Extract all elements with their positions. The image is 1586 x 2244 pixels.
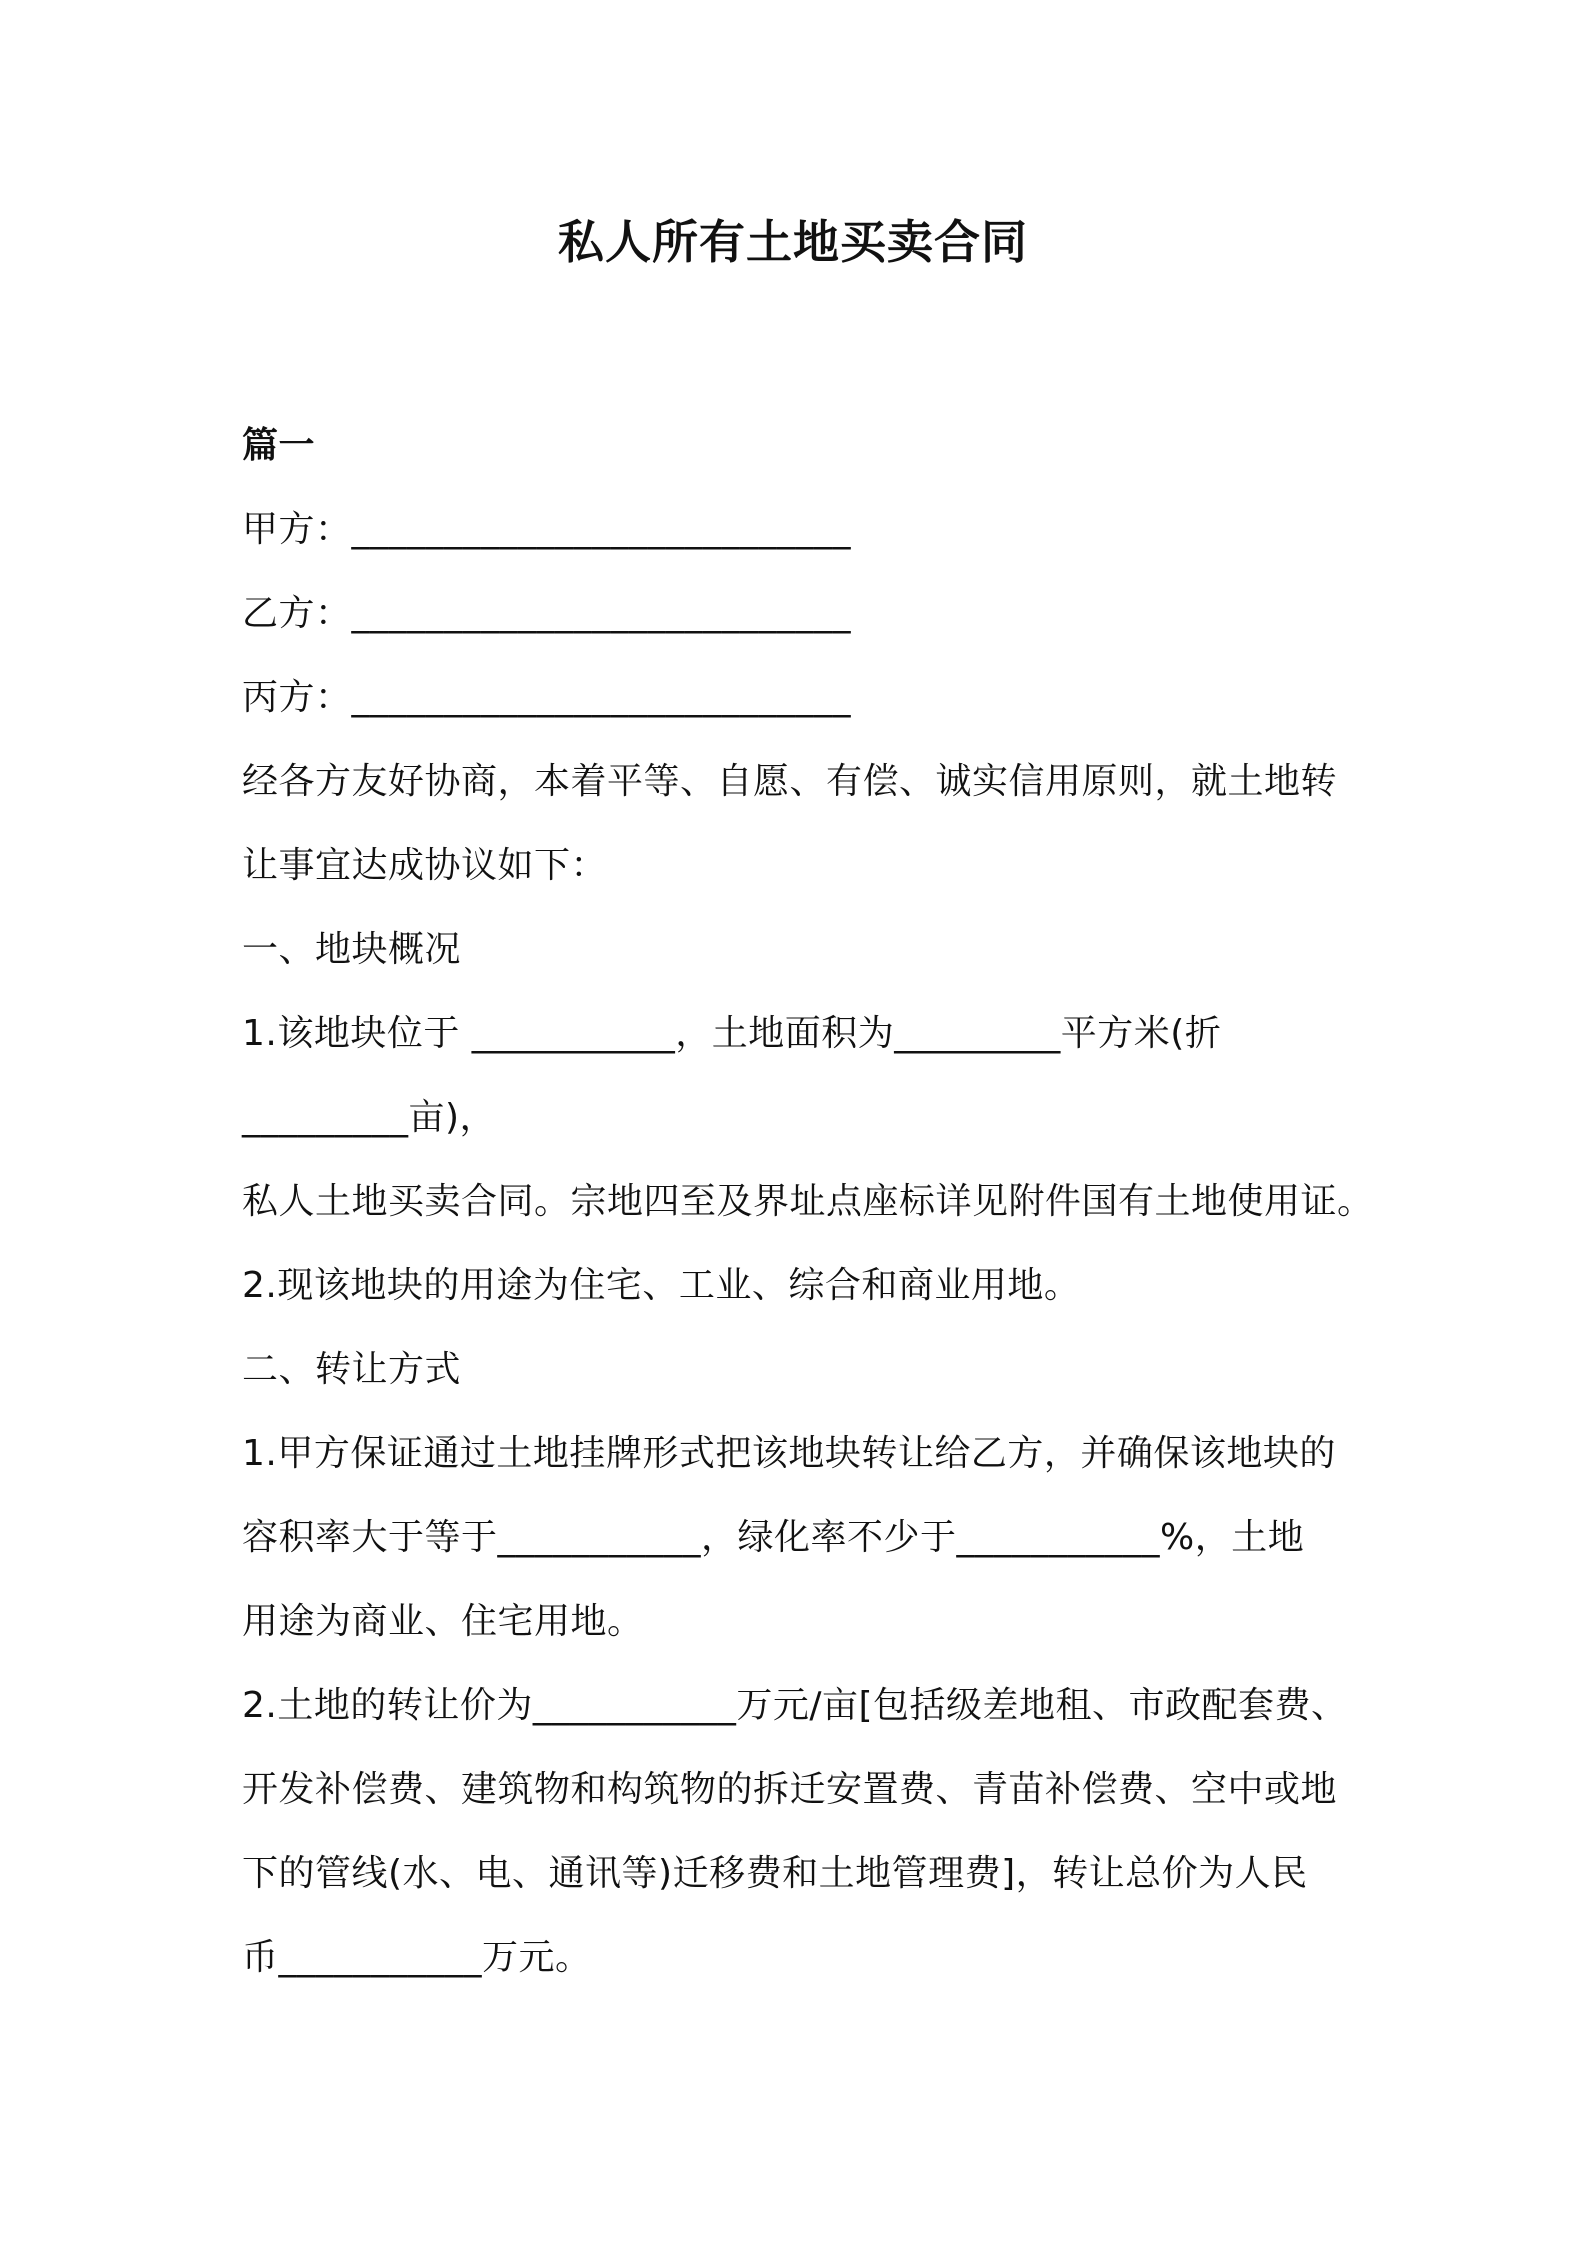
body-line: 开发补偿费、建筑物和构筑物的拆迁安置费、青苗补偿费、空中或地: [242, 1769, 1338, 1810]
section-heading: 二、转让方式: [242, 1349, 462, 1390]
body-line: 1.该地块位于 ___________，土地面积为_________平方米(折: [242, 1013, 1222, 1054]
body-line: 私人土地买卖合同。宗地四至及界址点座标详见附件国有土地使用证。: [242, 1181, 1374, 1222]
body-line: 容积率大于等于___________，绿化率不少于___________%，土地: [242, 1517, 1305, 1558]
section-label: 篇一: [242, 425, 316, 466]
body-line: 2.土地的转让价为___________万元/亩[包括级差地租、市政配套费、: [242, 1685, 1348, 1726]
body-line: 2.现该地块的用途为住宅、工业、综合和商业用地。: [242, 1265, 1081, 1306]
document-title: 私人所有土地买卖合同: [558, 215, 1028, 269]
party-b-line: 乙方：___________________________: [242, 593, 852, 634]
body-line: 用途为商业、住宅用地。: [242, 1601, 644, 1642]
section-heading: 一、地块概况: [242, 929, 462, 970]
body-line: 1.甲方保证通过土地挂牌形式把该地块转让给乙方，并确保该地块的: [242, 1433, 1336, 1474]
document-body: [242, 404, 1382, 2000]
party-a-line: 甲方：___________________________: [242, 509, 852, 550]
body-line: 让事宜达成协议如下：: [242, 845, 608, 886]
body-line: 经各方友好协商，本着平等、自愿、有偿、诚实信用原则，就土地转: [242, 761, 1338, 802]
body-line: 下的管线(水、电、通讯等)迁移费和土地管理费]，转让总价为人民: [242, 1853, 1308, 1894]
party-c-line: 丙方：___________________________: [242, 677, 852, 718]
body-line: 币___________万元。: [242, 1937, 592, 1978]
body-line: _________亩)，: [242, 1097, 497, 1138]
